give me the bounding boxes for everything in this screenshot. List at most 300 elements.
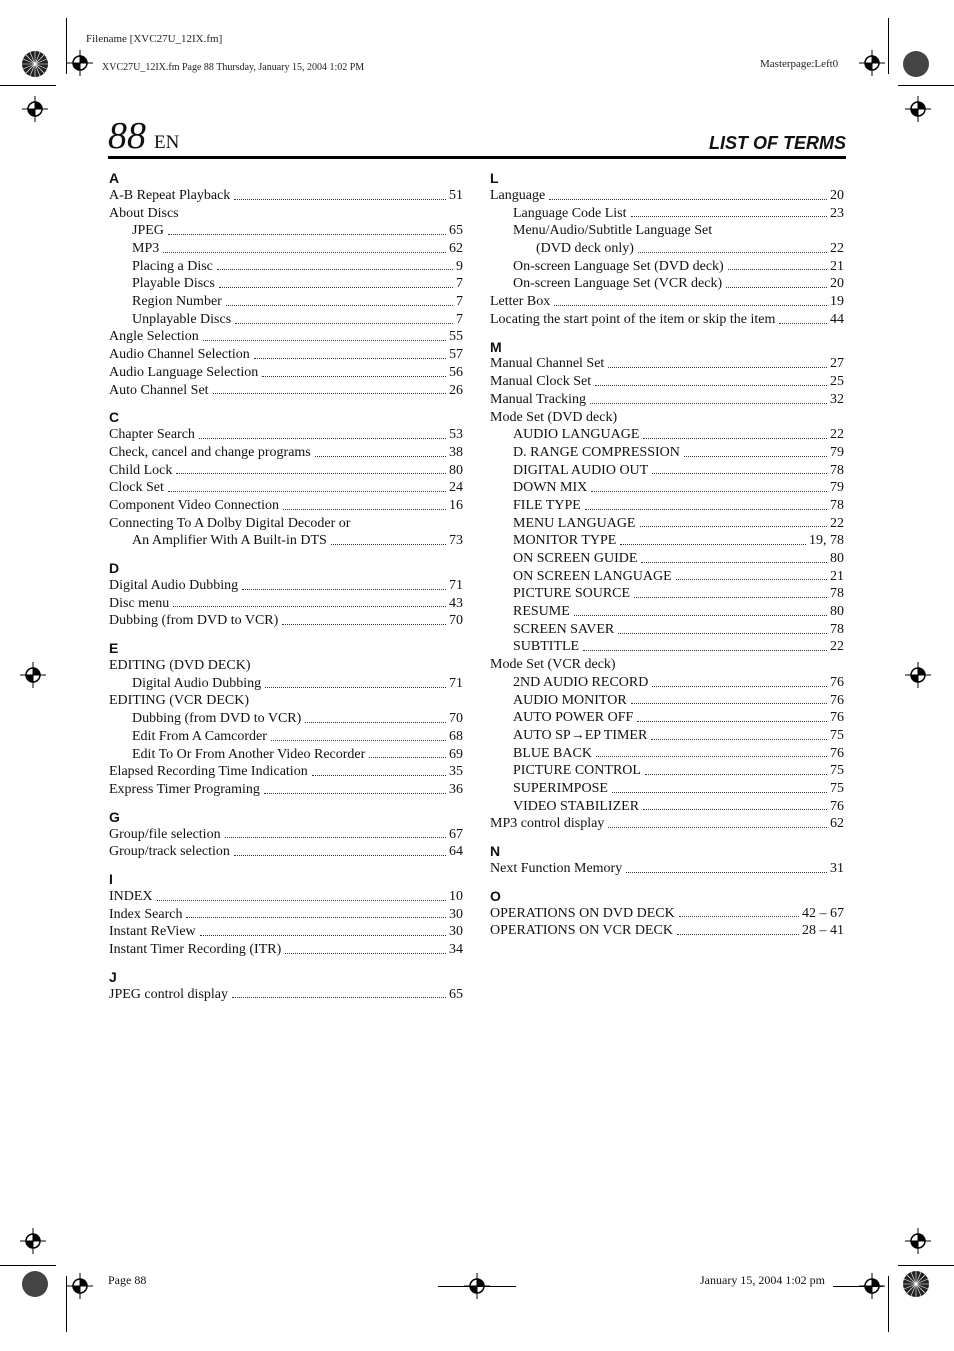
leader-dots — [643, 809, 827, 810]
leader-dots — [640, 526, 828, 527]
file-info: XVC27U_12IX.fm Page 88 Thursday, January 15, 2004 1:02 PM — [102, 62, 365, 73]
entry-page: 21 — [830, 568, 844, 584]
registration-mark-icon — [905, 1228, 931, 1254]
entry-term: Instant ReView — [109, 924, 196, 940]
leader-dots — [235, 323, 453, 324]
index-entry — [109, 888, 463, 906]
index-entry — [490, 656, 844, 674]
entry-term: Region Number — [132, 294, 222, 310]
entry-page: 25 — [830, 374, 844, 390]
crop-line — [0, 85, 56, 86]
index-entry — [109, 426, 463, 444]
entry-term: Edit From A Camcorder — [132, 728, 267, 744]
index-entry — [490, 798, 844, 816]
registration-mark-icon — [20, 662, 46, 688]
index-entry — [490, 293, 844, 311]
entry-page: 80 — [449, 462, 463, 478]
entry-page: 30 — [449, 924, 463, 940]
entry-term: Language Code List — [513, 205, 627, 221]
leader-dots — [168, 234, 446, 235]
index-entry — [490, 222, 844, 240]
crop-line — [0, 1265, 56, 1266]
index-entry — [109, 986, 463, 1004]
index-entry — [109, 693, 463, 711]
entry-term: Manual Channel Set — [490, 356, 605, 372]
leader-dots — [283, 509, 446, 510]
entry-term: INDEX — [109, 888, 153, 904]
entry-page: 28 – 41 — [802, 923, 844, 939]
starburst-mark-icon — [21, 1270, 49, 1298]
entry-term: SUBTITLE — [513, 639, 580, 655]
entry-page: 67 — [449, 826, 463, 842]
index-entry — [490, 515, 844, 533]
page-language: EN — [154, 132, 180, 153]
entry-page: 22 — [830, 241, 844, 257]
leader-dots — [554, 305, 827, 306]
crop-line — [833, 1286, 883, 1287]
entry-term: Disc menu — [109, 595, 170, 611]
entry-page: 21 — [830, 258, 844, 274]
leader-dots — [620, 544, 806, 545]
index-section — [109, 409, 463, 550]
entry-term: Instant Timer Recording (ITR) — [109, 942, 282, 958]
entry-page: 70 — [449, 711, 463, 727]
entry-page: 80 — [830, 604, 844, 620]
leader-dots — [213, 393, 446, 394]
leader-dots — [265, 687, 446, 688]
section-letter: O — [490, 887, 501, 904]
index-entry — [490, 532, 844, 550]
index-section — [490, 888, 844, 940]
index-entry — [490, 762, 844, 780]
leader-dots — [234, 855, 446, 856]
index-entry — [490, 815, 844, 833]
index-entry — [109, 941, 463, 959]
section-letter: I — [109, 871, 113, 887]
leader-dots — [637, 721, 827, 722]
entry-page: 16 — [449, 497, 463, 513]
entry-term: MP3 — [132, 241, 160, 257]
leader-dots — [590, 403, 827, 404]
index-column-left — [109, 170, 463, 1013]
starburst-mark-icon — [902, 50, 930, 78]
starburst-mark-icon — [902, 1270, 930, 1298]
index-entry — [109, 275, 463, 293]
entry-page: 10 — [449, 888, 463, 904]
entry-page: 24 — [449, 480, 463, 496]
entry-term: JPEG — [132, 223, 164, 239]
entry-term: Edit To Or From Another Video Recorder — [132, 746, 366, 762]
entry-page: 20 — [830, 276, 844, 292]
entry-page: 65 — [449, 986, 463, 1002]
index-entry — [490, 462, 844, 480]
entry-term: On-screen Language Set (VCR deck) — [513, 276, 723, 292]
leader-dots — [652, 473, 827, 474]
index-entry — [490, 860, 844, 878]
leader-dots — [173, 606, 446, 607]
index-entry — [490, 373, 844, 391]
leader-dots — [282, 624, 446, 625]
entry-term: D. RANGE COMPRESSION — [513, 444, 680, 460]
leader-dots — [779, 323, 827, 324]
index-entry — [109, 311, 463, 329]
index-section — [490, 843, 844, 878]
entry-term: Angle Selection — [109, 329, 199, 345]
entry-term: SUPERIMPOSE — [513, 780, 608, 796]
entry-term: Digital Audio Dubbing — [109, 578, 239, 594]
index-entry — [490, 275, 844, 293]
entry-term: Component Video Connection — [109, 497, 279, 513]
leader-dots — [163, 252, 446, 253]
index-entry — [490, 692, 844, 710]
entry-page: 27 — [830, 356, 844, 372]
entry-term: Express Timer Programing — [109, 781, 260, 797]
leader-dots — [199, 438, 446, 439]
entry-term: PICTURE SOURCE — [513, 586, 631, 602]
leader-dots — [186, 917, 446, 918]
entry-page: 71 — [449, 675, 463, 691]
entry-page: 73 — [449, 533, 463, 549]
entry-page: 19 — [830, 294, 844, 310]
index-entry — [490, 639, 844, 657]
entry-term: DOWN MIX — [513, 480, 588, 496]
index-entry — [490, 356, 844, 374]
entry-term: Chapter Search — [109, 427, 195, 443]
index-entry — [109, 763, 463, 781]
entry-page: 56 — [449, 364, 463, 380]
leader-dots — [262, 376, 446, 377]
section-letter: J — [109, 968, 117, 985]
starburst-mark-icon — [21, 50, 49, 78]
entry-page: 51 — [449, 187, 463, 203]
index-entry — [490, 409, 844, 427]
entry-term: Audio Language Selection — [109, 364, 259, 380]
entry-term: Clock Set — [109, 480, 164, 496]
entry-term: Letter Box — [490, 294, 551, 310]
entry-term: Placing a Disc — [132, 258, 213, 274]
leader-dots — [596, 756, 827, 757]
index-entry — [490, 603, 844, 621]
entry-page: 53 — [449, 427, 463, 443]
index-section — [109, 640, 463, 799]
index-entry — [490, 311, 844, 329]
leader-dots — [176, 473, 446, 474]
leader-dots — [219, 287, 453, 288]
entry-term: MP3 control display — [490, 816, 605, 832]
index-entry — [109, 612, 463, 630]
entry-term: Dubbing (from DVD to VCR) — [109, 613, 279, 629]
entry-term: VIDEO STABILIZER — [513, 798, 640, 814]
leader-dots — [254, 358, 446, 359]
entry-term: (DVD deck only) — [536, 241, 634, 257]
index-section — [109, 871, 463, 959]
leader-dots — [631, 216, 827, 217]
index-entry — [109, 364, 463, 382]
leader-dots — [226, 305, 453, 306]
entry-page: 44 — [830, 311, 844, 327]
leader-dots — [585, 509, 827, 510]
leader-dots — [634, 597, 827, 598]
entry-term: AUTO POWER OFF — [513, 710, 634, 726]
entry-page: 64 — [449, 844, 463, 860]
leader-dots — [315, 456, 446, 457]
section-letter: L — [490, 170, 499, 186]
footer-page: Page 88 — [108, 1273, 147, 1287]
entry-term: EDITING (DVD DECK) — [109, 658, 251, 674]
index-section — [109, 560, 463, 630]
leader-dots — [369, 757, 446, 758]
index-entry — [109, 906, 463, 924]
index-entry — [109, 710, 463, 728]
leader-dots — [264, 793, 446, 794]
entry-term: Playable Discs — [132, 276, 215, 292]
entry-term: Unplayable Discs — [132, 311, 232, 327]
index-entry — [109, 497, 463, 515]
entry-page: 78 — [830, 621, 844, 637]
entry-term: Audio Channel Selection — [109, 347, 250, 363]
leader-dots — [549, 199, 827, 200]
index-entry — [109, 187, 463, 205]
entry-page: 55 — [449, 329, 463, 345]
registration-mark-icon — [67, 50, 93, 76]
entry-page: 76 — [830, 710, 844, 726]
index-entry — [109, 222, 463, 240]
entry-page: 62 — [449, 241, 463, 257]
index-entry — [490, 780, 844, 798]
index-entry — [490, 187, 844, 205]
index-entry — [109, 240, 463, 258]
index-entry — [490, 568, 844, 586]
index-entry — [109, 657, 463, 675]
index-entry — [109, 205, 463, 223]
index-entry — [490, 727, 844, 745]
entry-page: 75 — [830, 780, 844, 796]
entry-page: 38 — [449, 444, 463, 460]
entry-page: 71 — [449, 578, 463, 594]
leader-dots — [641, 562, 827, 563]
index-section — [109, 170, 463, 399]
entry-page: 57 — [449, 347, 463, 363]
registration-mark-icon — [859, 50, 885, 76]
leader-dots — [203, 340, 446, 341]
index-entry — [490, 905, 844, 923]
index-entry — [490, 240, 844, 258]
registration-mark-icon — [905, 662, 931, 688]
page-title: LIST OF TERMS — [709, 133, 846, 153]
leader-dots — [679, 916, 799, 917]
leader-dots — [225, 837, 446, 838]
entry-term: MONITOR TYPE — [513, 533, 617, 549]
entry-page: 31 — [830, 861, 844, 877]
leader-dots — [583, 650, 827, 651]
entry-term: Index Search — [109, 906, 183, 922]
section-letter: E — [109, 640, 119, 657]
entry-term: Menu/Audio/Subtitle Language Set — [513, 223, 713, 239]
index-entry — [490, 709, 844, 727]
leader-dots — [157, 900, 446, 901]
leader-dots — [676, 579, 827, 580]
entry-page: 75 — [830, 727, 844, 743]
footer-date: January 15, 2004 1:02 pm — [700, 1273, 825, 1287]
entry-term: AUTO SP→EP TIMER — [513, 727, 648, 743]
leader-dots — [726, 287, 827, 288]
index-entry — [109, 515, 463, 533]
index-entry — [490, 426, 844, 444]
index-entry — [109, 462, 463, 480]
entry-term: OPERATIONS ON DVD DECK — [490, 905, 675, 921]
leader-dots — [168, 491, 446, 492]
entry-page: 62 — [830, 816, 844, 832]
index-entry — [490, 258, 844, 276]
page-header — [108, 116, 846, 159]
page-number: 88 — [108, 115, 146, 157]
section-letter: C — [109, 409, 120, 426]
index-entry — [109, 728, 463, 746]
entry-page: 7 — [456, 311, 463, 327]
entry-page: 22 — [830, 639, 844, 655]
entry-term: AUDIO MONITOR — [513, 692, 627, 708]
entry-page: 70 — [449, 613, 463, 629]
entry-page: 75 — [830, 763, 844, 779]
leader-dots — [305, 722, 446, 723]
index-entry — [109, 826, 463, 844]
index-section — [490, 170, 844, 329]
index-entry — [490, 205, 844, 223]
leader-dots — [643, 438, 827, 439]
index-entry — [490, 621, 844, 639]
index-entry — [109, 258, 463, 276]
entry-page: 65 — [449, 223, 463, 239]
index-entry — [109, 444, 463, 462]
filename-label: Filename [XVC27U_12IX.fm] — [86, 33, 223, 45]
index-section — [490, 339, 844, 834]
entry-page: 30 — [449, 906, 463, 922]
index-entry — [109, 479, 463, 497]
section-letter: A — [109, 170, 120, 186]
entry-page: 43 — [449, 595, 463, 611]
leader-dots — [608, 827, 827, 828]
entry-term: Group/track selection — [109, 844, 230, 860]
leader-dots — [638, 252, 827, 253]
entry-term: Language — [490, 187, 546, 203]
entry-term: About Discs — [109, 205, 179, 221]
entry-term: Manual Clock Set — [490, 374, 592, 390]
entry-term: EDITING (VCR DECK) — [109, 693, 249, 709]
index-entry — [109, 675, 463, 693]
entry-page: 32 — [830, 391, 844, 407]
entry-term: PICTURE CONTROL — [513, 763, 641, 779]
registration-mark-icon — [22, 96, 48, 122]
entry-page: 35 — [449, 764, 463, 780]
entry-term: RESUME — [513, 604, 570, 620]
leader-dots — [608, 367, 827, 368]
leader-dots — [652, 686, 827, 687]
crop-line — [888, 1276, 889, 1332]
leader-dots — [728, 269, 827, 270]
leader-dots — [217, 269, 453, 270]
index-entry — [490, 745, 844, 763]
index-entry — [109, 329, 463, 347]
entry-page: 34 — [449, 942, 463, 958]
entry-page: 78 — [830, 462, 844, 478]
leader-dots — [631, 703, 827, 704]
registration-mark-icon — [905, 96, 931, 122]
registration-mark-icon — [20, 1228, 46, 1254]
entry-page: 19, 78 — [809, 533, 844, 549]
crop-line — [888, 18, 889, 74]
masterpage-label: Masterpage:Left0 — [760, 58, 839, 70]
leader-dots — [677, 934, 799, 935]
entry-page: 68 — [449, 728, 463, 744]
entry-page: 76 — [830, 692, 844, 708]
index-entry — [109, 532, 463, 550]
entry-term: Next Function Memory — [490, 861, 623, 877]
entry-page: 80 — [830, 551, 844, 567]
index-entry — [490, 444, 844, 462]
section-letter: D — [109, 560, 120, 577]
leader-dots — [285, 953, 446, 954]
leader-dots — [200, 935, 446, 936]
entry-page: 9 — [456, 258, 463, 274]
entry-page: 76 — [830, 798, 844, 814]
section-letter: N — [490, 843, 501, 860]
entry-term: Elapsed Recording Time Indication — [109, 764, 308, 780]
entry-term: OPERATIONS ON VCR DECK — [490, 923, 673, 939]
index-entry — [109, 346, 463, 364]
entry-page: 7 — [456, 276, 463, 292]
entry-page: 22 — [830, 515, 844, 531]
entry-page: 78 — [830, 497, 844, 513]
leader-dots — [331, 544, 446, 545]
entry-page: 79 — [830, 444, 844, 460]
index-entry — [109, 746, 463, 764]
leader-dots — [242, 589, 446, 590]
entry-page: 78 — [830, 586, 844, 602]
entry-term: Child Lock — [109, 462, 173, 478]
index-entry — [490, 585, 844, 603]
entry-term: 2ND AUDIO RECORD — [513, 674, 649, 690]
index-section — [109, 809, 463, 861]
entry-page: 36 — [449, 781, 463, 797]
index-entry — [109, 595, 463, 613]
index-entry — [490, 479, 844, 497]
entry-page: 42 – 67 — [802, 905, 844, 921]
entry-page: 76 — [830, 745, 844, 761]
leader-dots — [612, 792, 827, 793]
leader-dots — [574, 615, 827, 616]
entry-term: Connecting To A Dolby Digital Decoder or — [109, 515, 351, 531]
index-entry — [490, 391, 844, 409]
leader-dots — [645, 774, 827, 775]
section-letter: M — [490, 338, 502, 355]
leader-dots — [232, 997, 446, 998]
index-entry — [109, 781, 463, 799]
index-entry — [109, 577, 463, 595]
entry-page: 20 — [830, 187, 844, 203]
entry-term: Dubbing (from DVD to VCR) — [132, 711, 302, 727]
entry-page: 69 — [449, 746, 463, 762]
entry-page: 79 — [830, 480, 844, 496]
leader-dots — [591, 491, 827, 492]
entry-term: MENU LANGUAGE — [513, 515, 636, 531]
entry-term: AUDIO LANGUAGE — [513, 427, 640, 443]
registration-mark-icon — [67, 1273, 93, 1299]
entry-term: An Amplifier With A Built-in DTS — [132, 533, 327, 549]
entry-term: On-screen Language Set (DVD deck) — [513, 258, 724, 274]
entry-page: 23 — [830, 205, 844, 221]
entry-term: FILE TYPE — [513, 497, 581, 513]
index-entry — [490, 674, 844, 692]
